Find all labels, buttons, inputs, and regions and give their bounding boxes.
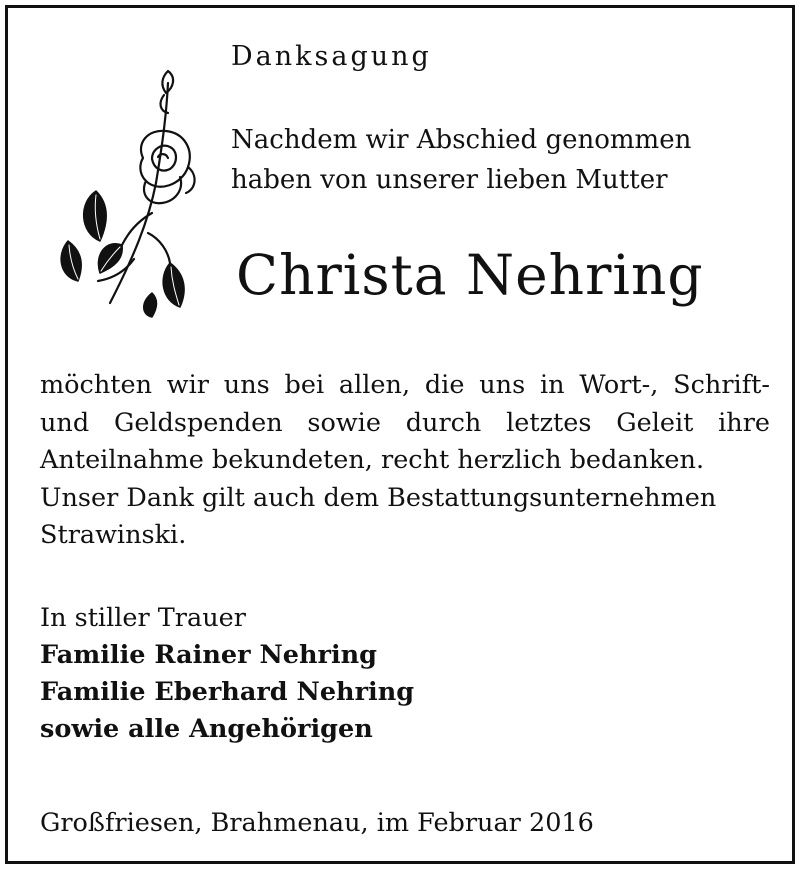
intro-text [231,120,691,200]
paragraph-line: Strawinski. [40,520,187,550]
mourning-phrase: In stiller Trauer [40,603,246,633]
obituary-notice [5,5,795,864]
intro-line: haben von unserer lieben Mutter [231,165,668,195]
intro-line: Nachdem wir Abschied genommen [231,125,692,155]
mourner-name: Familie Rainer Nehring [40,640,378,670]
paragraph-line: und Geldspenden sowie durch letztes Geleit ihre [40,407,770,438]
paragraph-line: Unser Dank gilt auch dem Bestattungsunternehmen [40,482,717,513]
rose-icon [48,63,198,318]
place-date: Großfriesen, Brahmenau, im Februar 2016 [40,808,594,838]
paragraph-line: Anteilnahme bekundeten, recht herzlich bedanken. [40,445,705,475]
thanks-paragraph [40,367,770,555]
mourner-name: Familie Eberhard Nehring [40,677,415,707]
mourner-name: sowie alle Angehörigen [40,714,373,744]
notice-heading: Danksagung [231,41,432,72]
deceased-name: Christa Nehring [236,243,704,307]
signoff [40,600,414,748]
paragraph-line: möchten wir uns bei allen, die uns in Wort-, Schrift- [40,370,770,400]
